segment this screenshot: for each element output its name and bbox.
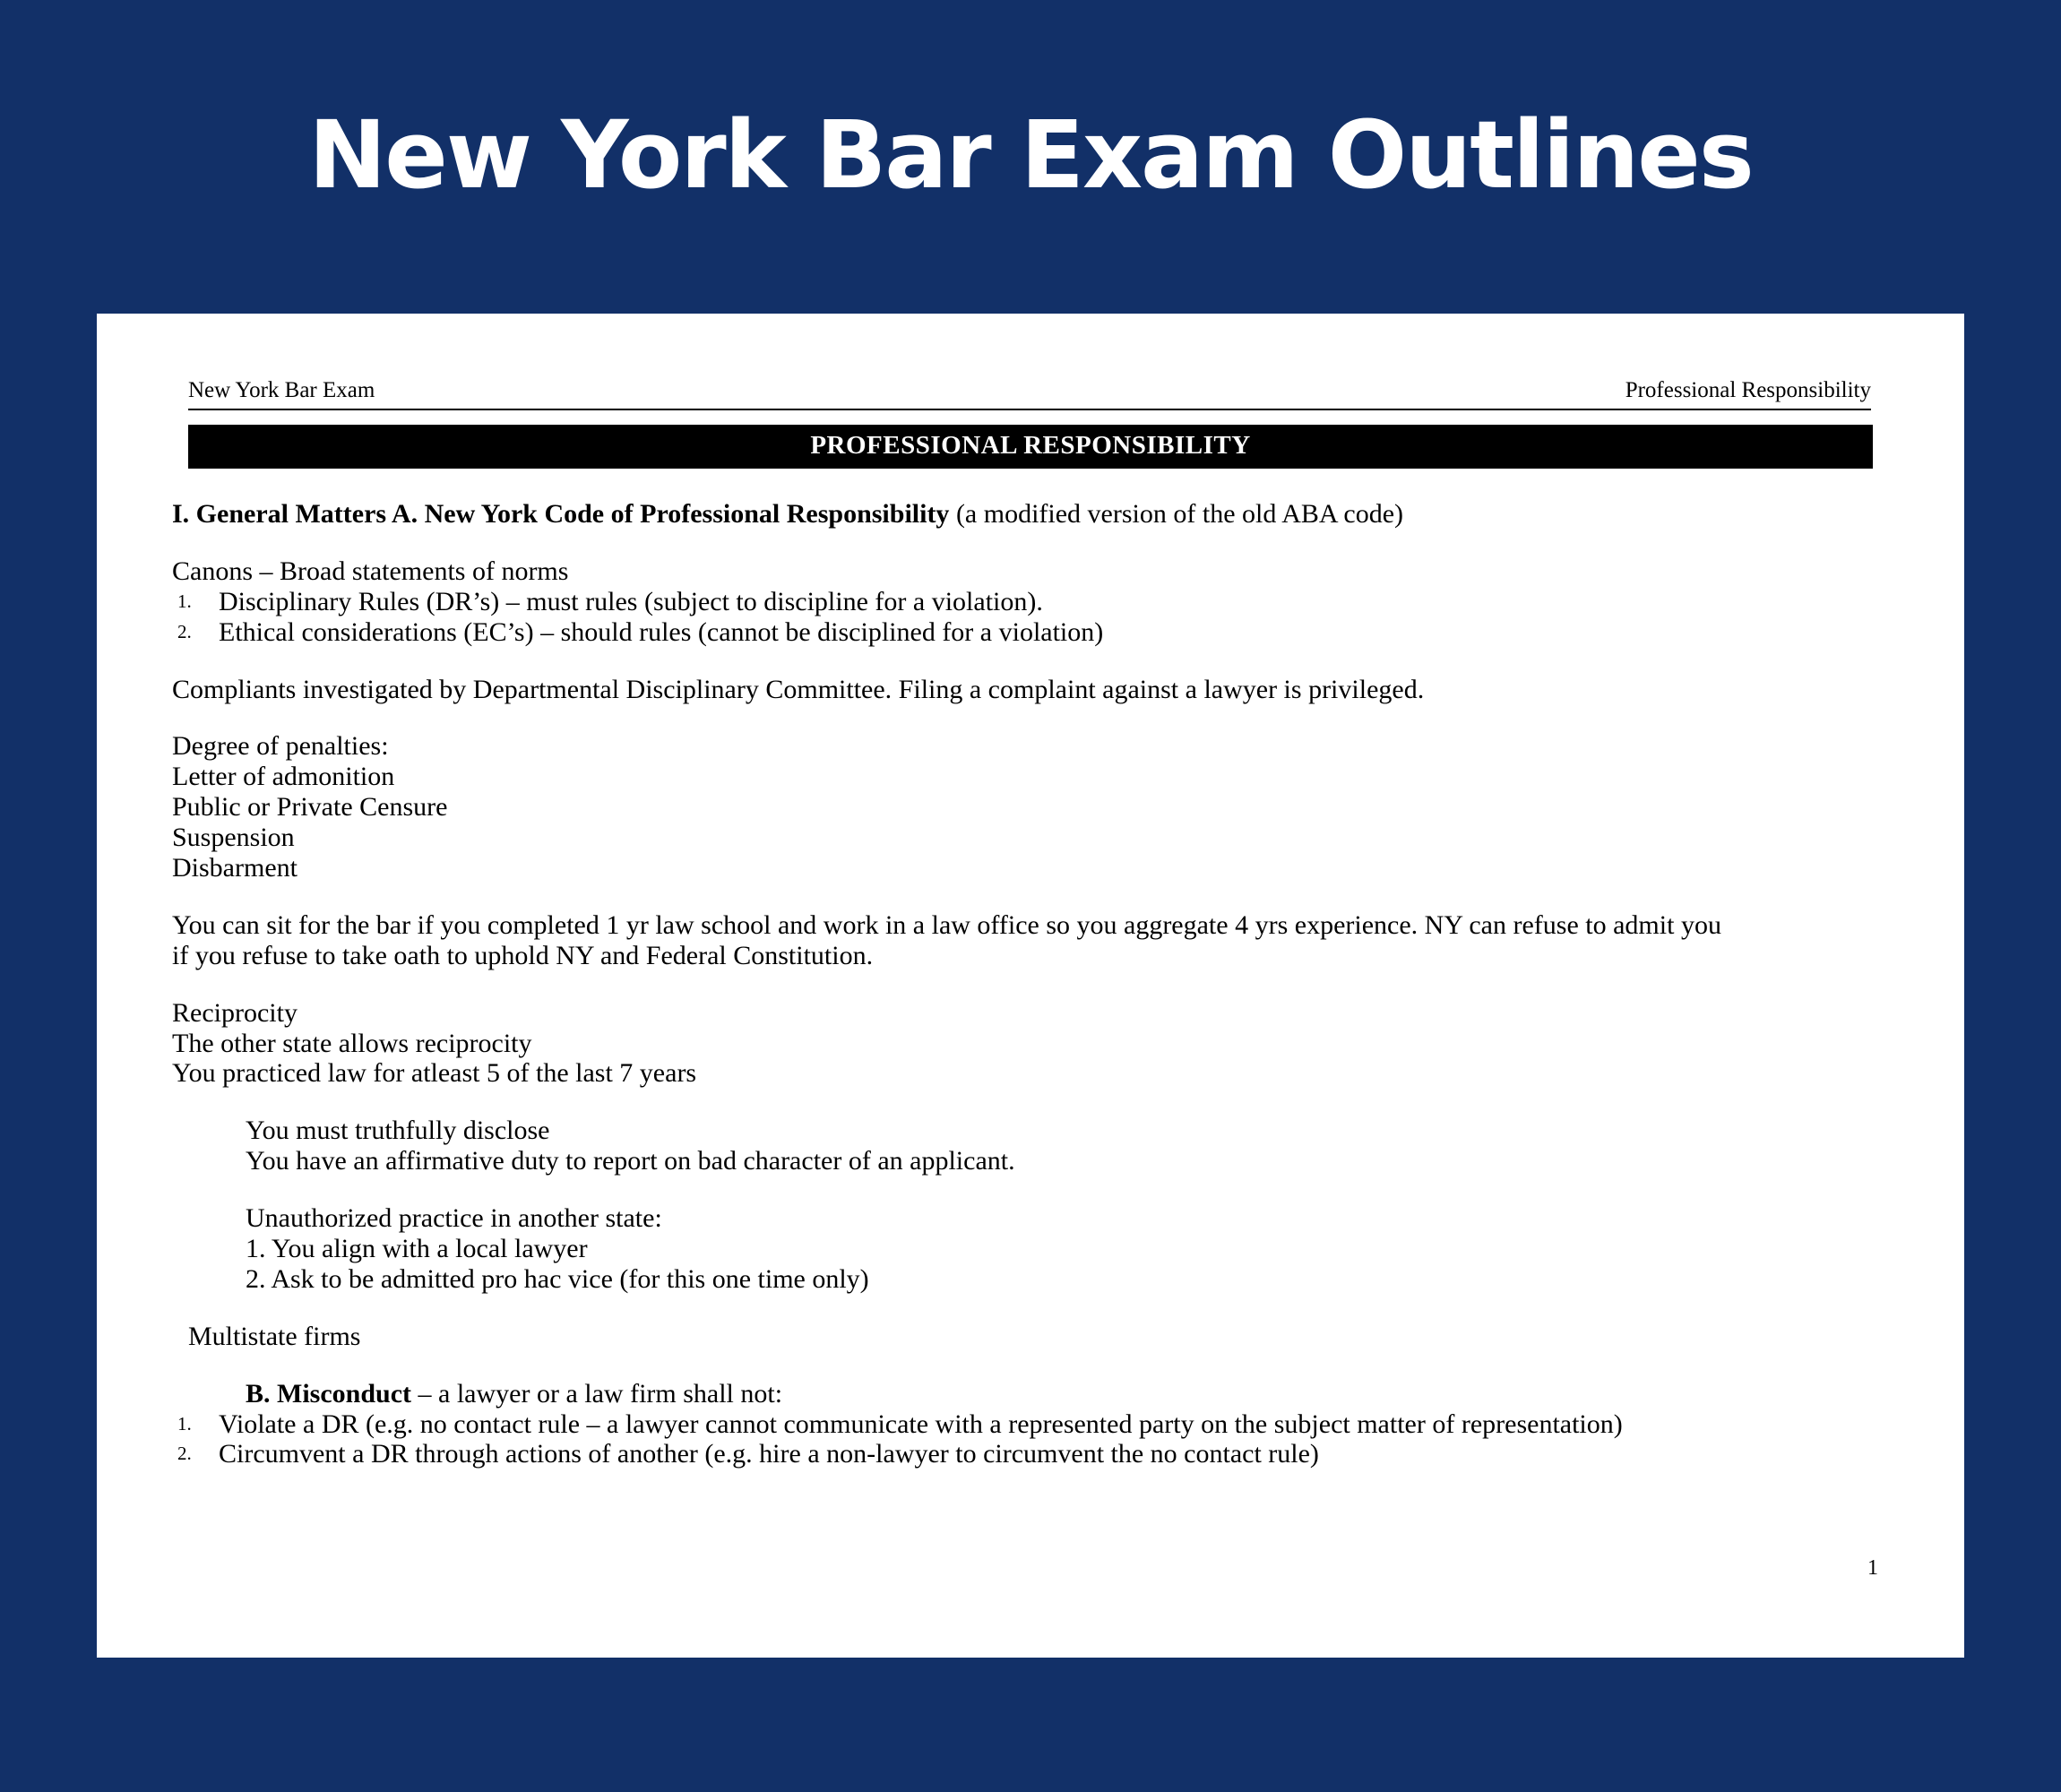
reciprocity-label: Reciprocity: [172, 997, 298, 1028]
sit-for-bar-line-1: You can sit for the bar if you completed 1 yr law school and work in a law office so you aggregate 4 yrs experience. NY can refuse to admit you: [172, 909, 1721, 940]
multistate-line: Multistate firms: [188, 1321, 361, 1351]
list-item-text: Circumvent a DR through actions of another (e.g. hire a non-lawyer to circumvent the no contact rule): [219, 1439, 1319, 1469]
list-marker: 1.: [177, 590, 192, 612]
misconduct-heading-bold: B. Misconduct: [246, 1378, 412, 1409]
complaints-paragraph: Compliants investigated by Departmental Disciplinary Committee. Filing a complaint against a lawyer is privileged.: [172, 674, 1425, 704]
list-item: [172, 1439, 1889, 1469]
misconduct-heading: [246, 1379, 1889, 1409]
disclose-line: You have an affirmative duty to report on bad character of an applicant.: [246, 1146, 1015, 1176]
document-sheet: [97, 314, 1964, 1658]
penalty-item: Suspension: [172, 823, 295, 853]
sit-for-bar-line-2: if you refuse to take oath to uphold NY and Federal Constitution.: [172, 940, 874, 970]
list-item: [172, 617, 1889, 648]
spacer: [172, 1089, 1889, 1116]
banner-title: New York Bar Exam Outlines: [308, 99, 1753, 210]
list-item: [172, 587, 1889, 617]
page-number: 1: [1867, 1556, 1878, 1580]
misconduct-heading-rest: – a lawyer or a law firm shall not:: [411, 1378, 783, 1409]
unauthorized-item: 1. You align with a local lawyer: [246, 1234, 588, 1264]
banner: [0, 0, 2061, 309]
canons-intro: Canons – Broad statements of norms: [172, 556, 569, 586]
penalty-item: Disbarment: [172, 853, 298, 883]
misconduct-list: [172, 1409, 1889, 1470]
list-item-text: Ethical considerations (EC’s) – should rules (cannot be disciplined for a violation): [219, 616, 1104, 647]
canons-list: [172, 587, 1889, 648]
penalty-item: Letter of admonition: [172, 762, 395, 792]
document-title-bar: PROFESSIONAL RESPONSIBILITY: [188, 425, 1873, 469]
spacer: [172, 1176, 1889, 1203]
reciprocity-item: The other state allows reciprocity: [172, 1028, 532, 1058]
spacer: [172, 648, 1889, 675]
penalties-label: Degree of penalties:: [172, 731, 389, 762]
unauthorized-label: Unauthorized practice in another state:: [246, 1203, 662, 1234]
spacer: [172, 1295, 1889, 1322]
list-marker: 1.: [177, 1412, 192, 1434]
spacer: [172, 530, 1889, 556]
disclose-line: You must truthfully disclose: [246, 1116, 550, 1146]
header-right-text: Professional Responsibility: [1625, 378, 1871, 402]
section-heading-bold: I. General Matters A. New York Code of Professional Responsibility: [172, 499, 950, 529]
section-heading-rest: (a modified version of the old ABA code): [949, 499, 1403, 529]
header-left-text: New York Bar Exam: [188, 378, 375, 402]
section-heading: [172, 499, 1889, 530]
list-marker: 2.: [177, 620, 192, 642]
spacer: [172, 1352, 1889, 1379]
list-marker: 2.: [177, 1443, 192, 1465]
document-body: [172, 499, 1889, 1469]
spacer: [172, 883, 1889, 910]
unauthorized-item: 2. Ask to be admitted pro hac vice (for this one time only): [246, 1263, 869, 1294]
list-item-text: Disciplinary Rules (DR’s) – must rules (subject to discipline for a violation).: [219, 586, 1043, 616]
list-item-text: Violate a DR (e.g. no contact rule – a lawyer cannot communicate with a represented party on the subject matter of representation): [219, 1409, 1623, 1439]
list-item: [172, 1409, 1889, 1440]
document-running-header: [188, 378, 1871, 410]
spacer: [172, 704, 1889, 731]
spacer: [172, 971, 1889, 998]
penalty-item: Public or Private Censure: [172, 792, 448, 823]
reciprocity-item: You practiced law for atleast 5 of the last 7 years: [172, 1058, 697, 1089]
